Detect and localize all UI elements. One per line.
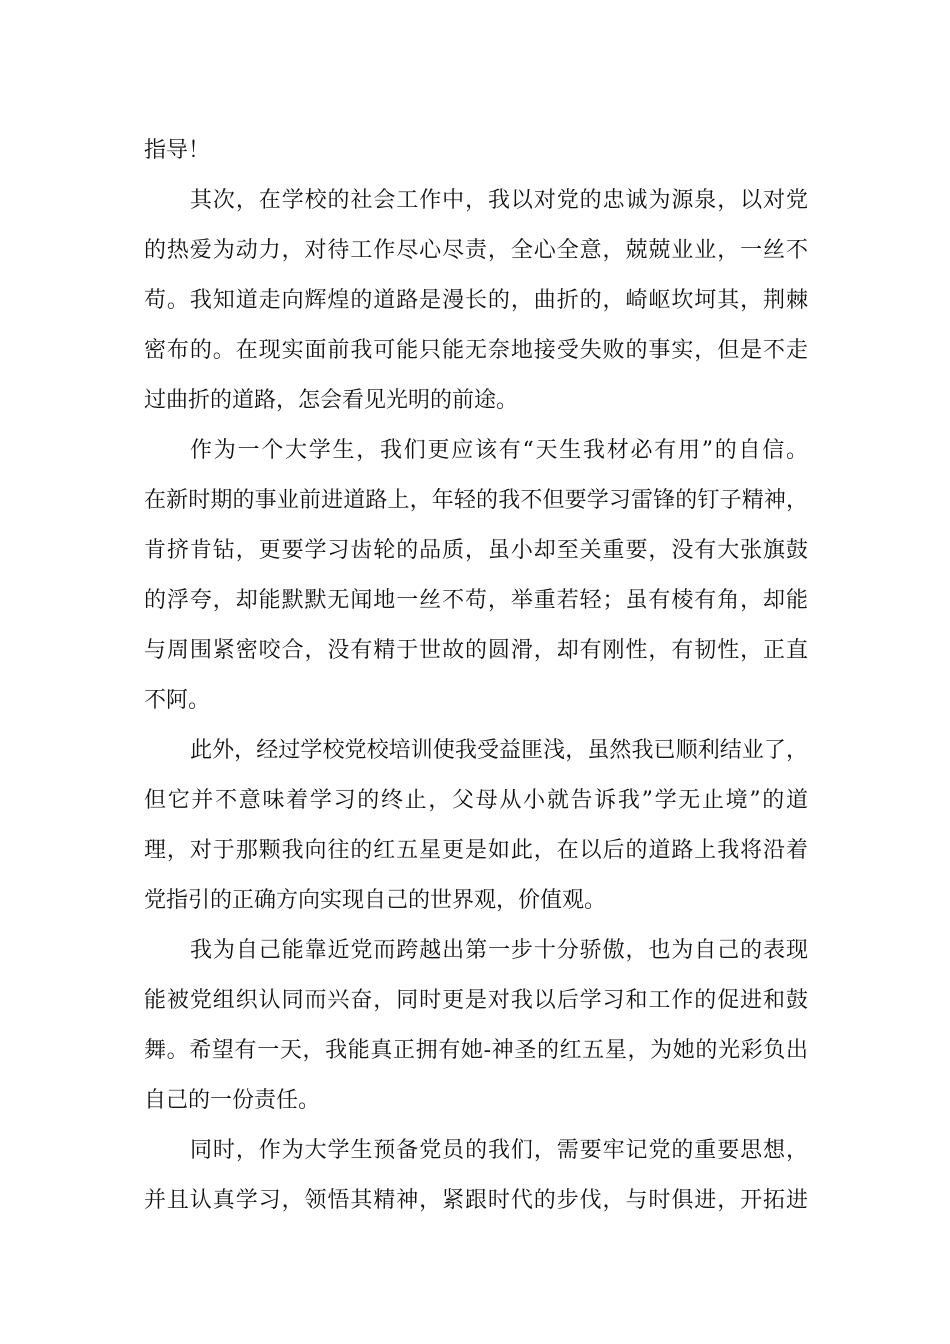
text-line: 不阿。 — [144, 688, 211, 713]
text-line: 的热爱为动力，对待工作尽心尽责，全心全意，兢兢业业，一丝不 — [144, 238, 808, 263]
text-line: 理，对于那颗我向往的红五星更是如此，在以后的道路上我将沿着 — [144, 838, 808, 863]
text-line: 同时，作为大学生预备党员的我们，需要牢记党的重要思想， — [190, 1138, 808, 1163]
text-line: 过曲折的道路，怎会看见光明的前途。 — [144, 388, 519, 413]
text-line: 作为一个大学生，我们更应该有“天生我材必有用”的自信。 — [190, 438, 808, 463]
text-line: 的浮夸，却能默默无闻地一丝不苟，举重若轻；虽有棱有角，却能 — [144, 588, 808, 613]
text-line: 我为自己能靠近党而跨越出第一步十分骄傲，也为自己的表现 — [190, 938, 808, 963]
text-line: 党指引的正确方向实现自己的世界观，价值观。 — [144, 888, 607, 913]
text-line: 苟。我知道走向辉煌的道路是漫长的，曲折的，崎岖坎坷其，荆棘 — [144, 288, 808, 313]
text-line: 与周围紧密咬合，没有精于世故的圆滑，却有刚性，有韧性，正直 — [144, 638, 808, 663]
text-line: 并且认真学习，领悟其精神，紧跟时代的步伐，与时俱进，开拓进 — [144, 1188, 808, 1213]
text-line: 其次，在学校的社会工作中，我以对党的忠诚为源泉，以对党 — [190, 188, 808, 213]
text-line: 但它并不意味着学习的终止，父母从小就告诉我”学无止境”的道 — [144, 788, 808, 813]
text-line: 指导！ — [144, 138, 211, 163]
document-body — [144, 126, 808, 1226]
text-line: 肯挤肯钻，更要学习齿轮的品质，虽小却至关重要，没有大张旗鼓 — [144, 538, 808, 563]
text-line: 密布的。在现实面前我可能只能无奈地接受失败的事实，但是不走 — [144, 338, 808, 363]
text-line: 舞。希望有一天，我能真正拥有她-神圣的红五星，为她的光彩负出 — [144, 1038, 808, 1063]
text-line: 能被党组织认同而兴奋，同时更是对我以后学习和工作的促进和鼓 — [144, 988, 808, 1013]
text-line: 此外，经过学校党校培训使我受益匪浅，虽然我已顺利结业了， — [190, 738, 808, 763]
text-line: 在新时期的事业前进道路上，年轻的我不但要学习雷锋的钉子精神， — [144, 488, 808, 513]
text-line: 自己的一份责任。 — [144, 1088, 321, 1113]
